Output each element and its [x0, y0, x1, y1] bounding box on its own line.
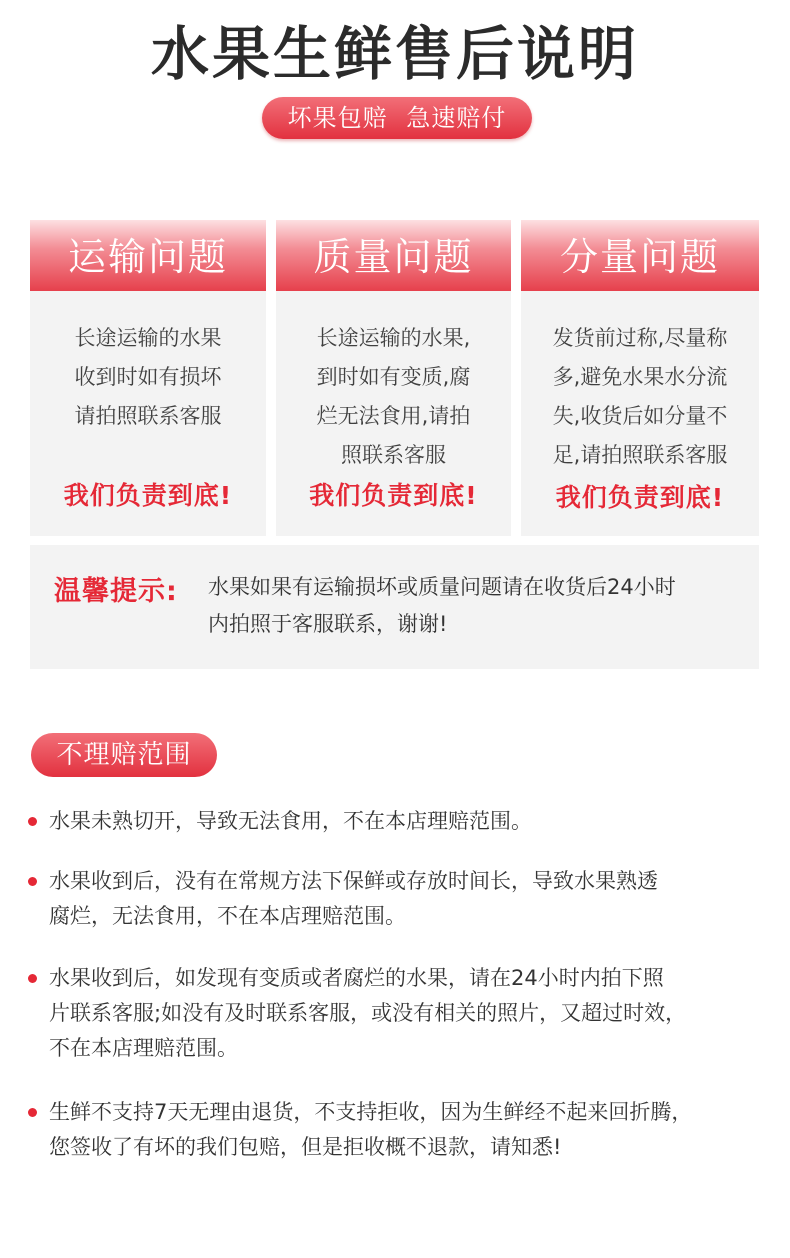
bullet-dot-icon [28, 974, 37, 983]
card-title: 运输问题 [30, 220, 266, 291]
section-title-exclusions: 不理赔范围 [31, 733, 217, 777]
page-title: 水果生鲜售后说明 [150, 20, 639, 88]
list-item-line: 片联系客服;如没有及时联系客服，或没有相关的照片，又超过时效， [49, 1001, 687, 1025]
card-slogan: 我们负责到底! [63, 481, 233, 510]
bullet-dot-icon [28, 877, 37, 886]
card-title: 质量问题 [276, 220, 511, 291]
list-item-text [49, 1095, 769, 1165]
card-slogan: 我们负责到底! [309, 481, 478, 510]
card-line: 照联系客服 [341, 443, 446, 467]
list-item-text [49, 804, 769, 839]
card-weight-issue [521, 220, 759, 536]
card-description [521, 291, 759, 467]
bullet-dot-icon [28, 1108, 37, 1117]
tip-line: 内拍照于客服联系，谢谢! [208, 612, 448, 636]
card-transport-issue [30, 220, 266, 536]
tip-line: 水果如果有运输损坏或质量问题请在收货后24小时 [208, 575, 676, 599]
card-line: 到时如有变质,腐 [316, 365, 471, 389]
list-item-line: 水果收到后，没有在常规方法下保鲜或存放时间长，导致水果熟透 [49, 869, 658, 893]
card-description [30, 291, 266, 447]
card-line: 长途运输的水果, [316, 326, 471, 350]
list-item-text [49, 864, 769, 934]
card-line: 发货前过称,尽量称 [552, 326, 728, 350]
card-title: 分量问题 [521, 220, 759, 291]
card-line: 多,避免水果水分流 [552, 365, 728, 389]
tip-text [208, 569, 748, 643]
list-item-line: 您签收了有坏的我们包赔，但是拒收概不退款，请知悉! [49, 1135, 562, 1159]
card-slogan: 我们负责到底! [555, 483, 725, 512]
card-line: 请拍照联系客服 [74, 404, 222, 428]
list-item-line: 水果未熟切开，导致无法食用，不在本店理赔范围。 [49, 809, 532, 833]
card-line: 烂无法食用,请拍 [316, 404, 471, 428]
bullet-dot-icon [28, 817, 37, 826]
list-item-text [49, 961, 769, 1066]
card-line: 足,请拍照联系客服 [552, 443, 728, 467]
card-line: 收到时如有损坏 [74, 365, 222, 389]
list-item-line: 腐烂，无法食用，不在本店理赔范围。 [49, 904, 406, 928]
list-item-line: 水果收到后，如发现有变质或者腐烂的水果，请在24小时内拍下照 [49, 966, 664, 990]
card-quality-issue [276, 220, 511, 536]
list-item-line: 不在本店理赔范围。 [49, 1036, 238, 1060]
list-item-line: 生鲜不支持7天无理由退货，不支持拒收，因为生鲜经不起来回折腾， [49, 1100, 693, 1124]
card-line: 失,收货后如分量不 [552, 404, 728, 428]
card-description [276, 291, 511, 467]
card-line: 长途运输的水果 [74, 326, 222, 350]
tip-label: 温馨提示: [54, 576, 178, 607]
warm-tip-box [30, 545, 759, 669]
subtitle-badge: 坏果包赔 急速赔付 [262, 97, 532, 139]
